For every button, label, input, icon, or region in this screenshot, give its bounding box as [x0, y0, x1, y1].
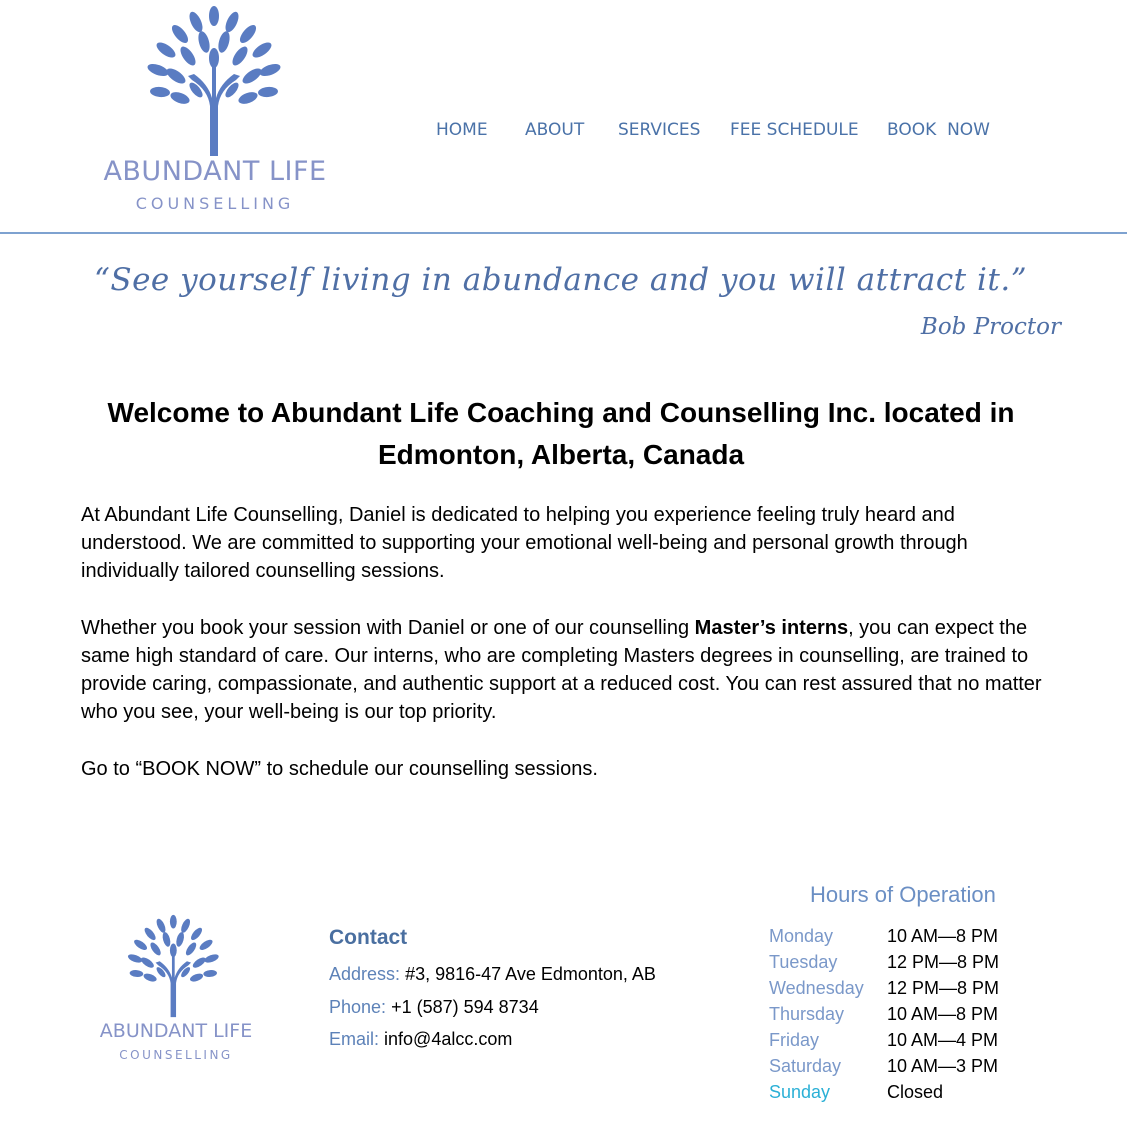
- quote-author: Bob Proctor: [920, 314, 1061, 340]
- logo-brand-subtitle: COUNSELLING: [135, 194, 295, 213]
- hours-row-friday: [769, 1030, 1069, 1056]
- hours-row-sunday: [769, 1082, 1069, 1108]
- time-value: 10 AM—8 PM: [887, 1004, 999, 1024]
- day-label: Saturday: [769, 1056, 842, 1076]
- book-now-paragraph: Go to “BOOK NOW” to schedule our counselling sessions.: [81, 758, 598, 780]
- hours-row-tuesday: [769, 952, 1069, 978]
- intro-paragraph: At Abundant Life Counselling, Daniel is dedicated to helping you experience feeling truly heard and understood. We are committed to supporting your emotional well-being and personal growth through individually tailored counselling sessions.: [81, 504, 968, 582]
- nav-home[interactable]: HOME: [436, 120, 488, 140]
- phone-value[interactable]: +1 (587) 594 8734: [391, 997, 539, 1017]
- logo-brand-name: ABUNDANT LIFE: [103, 156, 327, 187]
- email-value[interactable]: info@4alcc.com: [384, 1029, 513, 1049]
- time-value: 12 PM—8 PM: [887, 952, 1000, 972]
- day-label: Wednesday: [769, 978, 864, 998]
- hours-title: Hours of Operation: [810, 882, 996, 907]
- interns-bold-text: Master’s interns: [694, 617, 849, 639]
- contact-title: Contact: [329, 926, 408, 949]
- tree-icon: [116, 914, 232, 1018]
- phone-label: Phone:: [329, 997, 387, 1017]
- hours-row-wednesday: [769, 978, 1069, 1004]
- hours-row-monday: [769, 926, 1069, 952]
- hours-row-saturday: [769, 1056, 1069, 1082]
- email-label: Email:: [329, 1029, 380, 1049]
- day-label: Monday: [769, 926, 834, 946]
- footer-brand-subtitle: COUNSELLING: [119, 1048, 233, 1062]
- day-label: Friday: [769, 1030, 820, 1050]
- interns-text-before: Whether you book your session with Daniel or one of our counselling: [81, 617, 695, 639]
- time-value: 12 PM—8 PM: [887, 978, 1000, 998]
- contact-email: [329, 1029, 512, 1050]
- day-label: Sunday: [769, 1082, 831, 1102]
- tree-icon: [130, 6, 300, 156]
- header-divider: [0, 232, 1127, 234]
- hours-row-thursday: [769, 1004, 1069, 1030]
- time-value: Closed: [887, 1082, 944, 1102]
- footer-logo: [96, 914, 256, 1064]
- interns-text-after: , you can expect the same high standard of care. Our interns, who are completing Masters degrees in counselling, are trained to provide caring, compassionate, and authentic support at a reduced cost. You can rest assured that no matter who you see, your well-being is our top priority.: [81, 617, 1042, 723]
- quote-text: “See yourself living in abundance and you will attract it.”: [94, 262, 1028, 298]
- day-label: Thursday: [769, 1004, 845, 1024]
- footer-brand-name: ABUNDANT LIFE: [99, 1020, 253, 1042]
- nav-services[interactable]: SERVICES: [618, 120, 701, 140]
- nav-book-now[interactable]: BOOK NOW: [887, 120, 990, 140]
- address-label: Address:: [329, 964, 401, 984]
- interns-paragraph: [81, 614, 1056, 726]
- nav-about[interactable]: ABOUT: [525, 120, 585, 140]
- contact-phone: [329, 997, 539, 1018]
- nav-fee-schedule[interactable]: FEE SCHEDULE: [730, 120, 859, 140]
- day-label: Tuesday: [769, 952, 838, 972]
- address-value: #3, 9816-47 Ave Edmonton, AB: [405, 964, 656, 984]
- welcome-heading: Welcome to Abundant Life Coaching and Counselling Inc. located in Edmonton, Alberta, Canada: [107, 397, 1015, 470]
- contact-address: [329, 964, 656, 985]
- time-value: 10 AM—3 PM: [887, 1056, 999, 1076]
- time-value: 10 AM—4 PM: [887, 1030, 999, 1050]
- time-value: 10 AM—8 PM: [887, 926, 999, 946]
- header-logo[interactable]: [94, 6, 336, 216]
